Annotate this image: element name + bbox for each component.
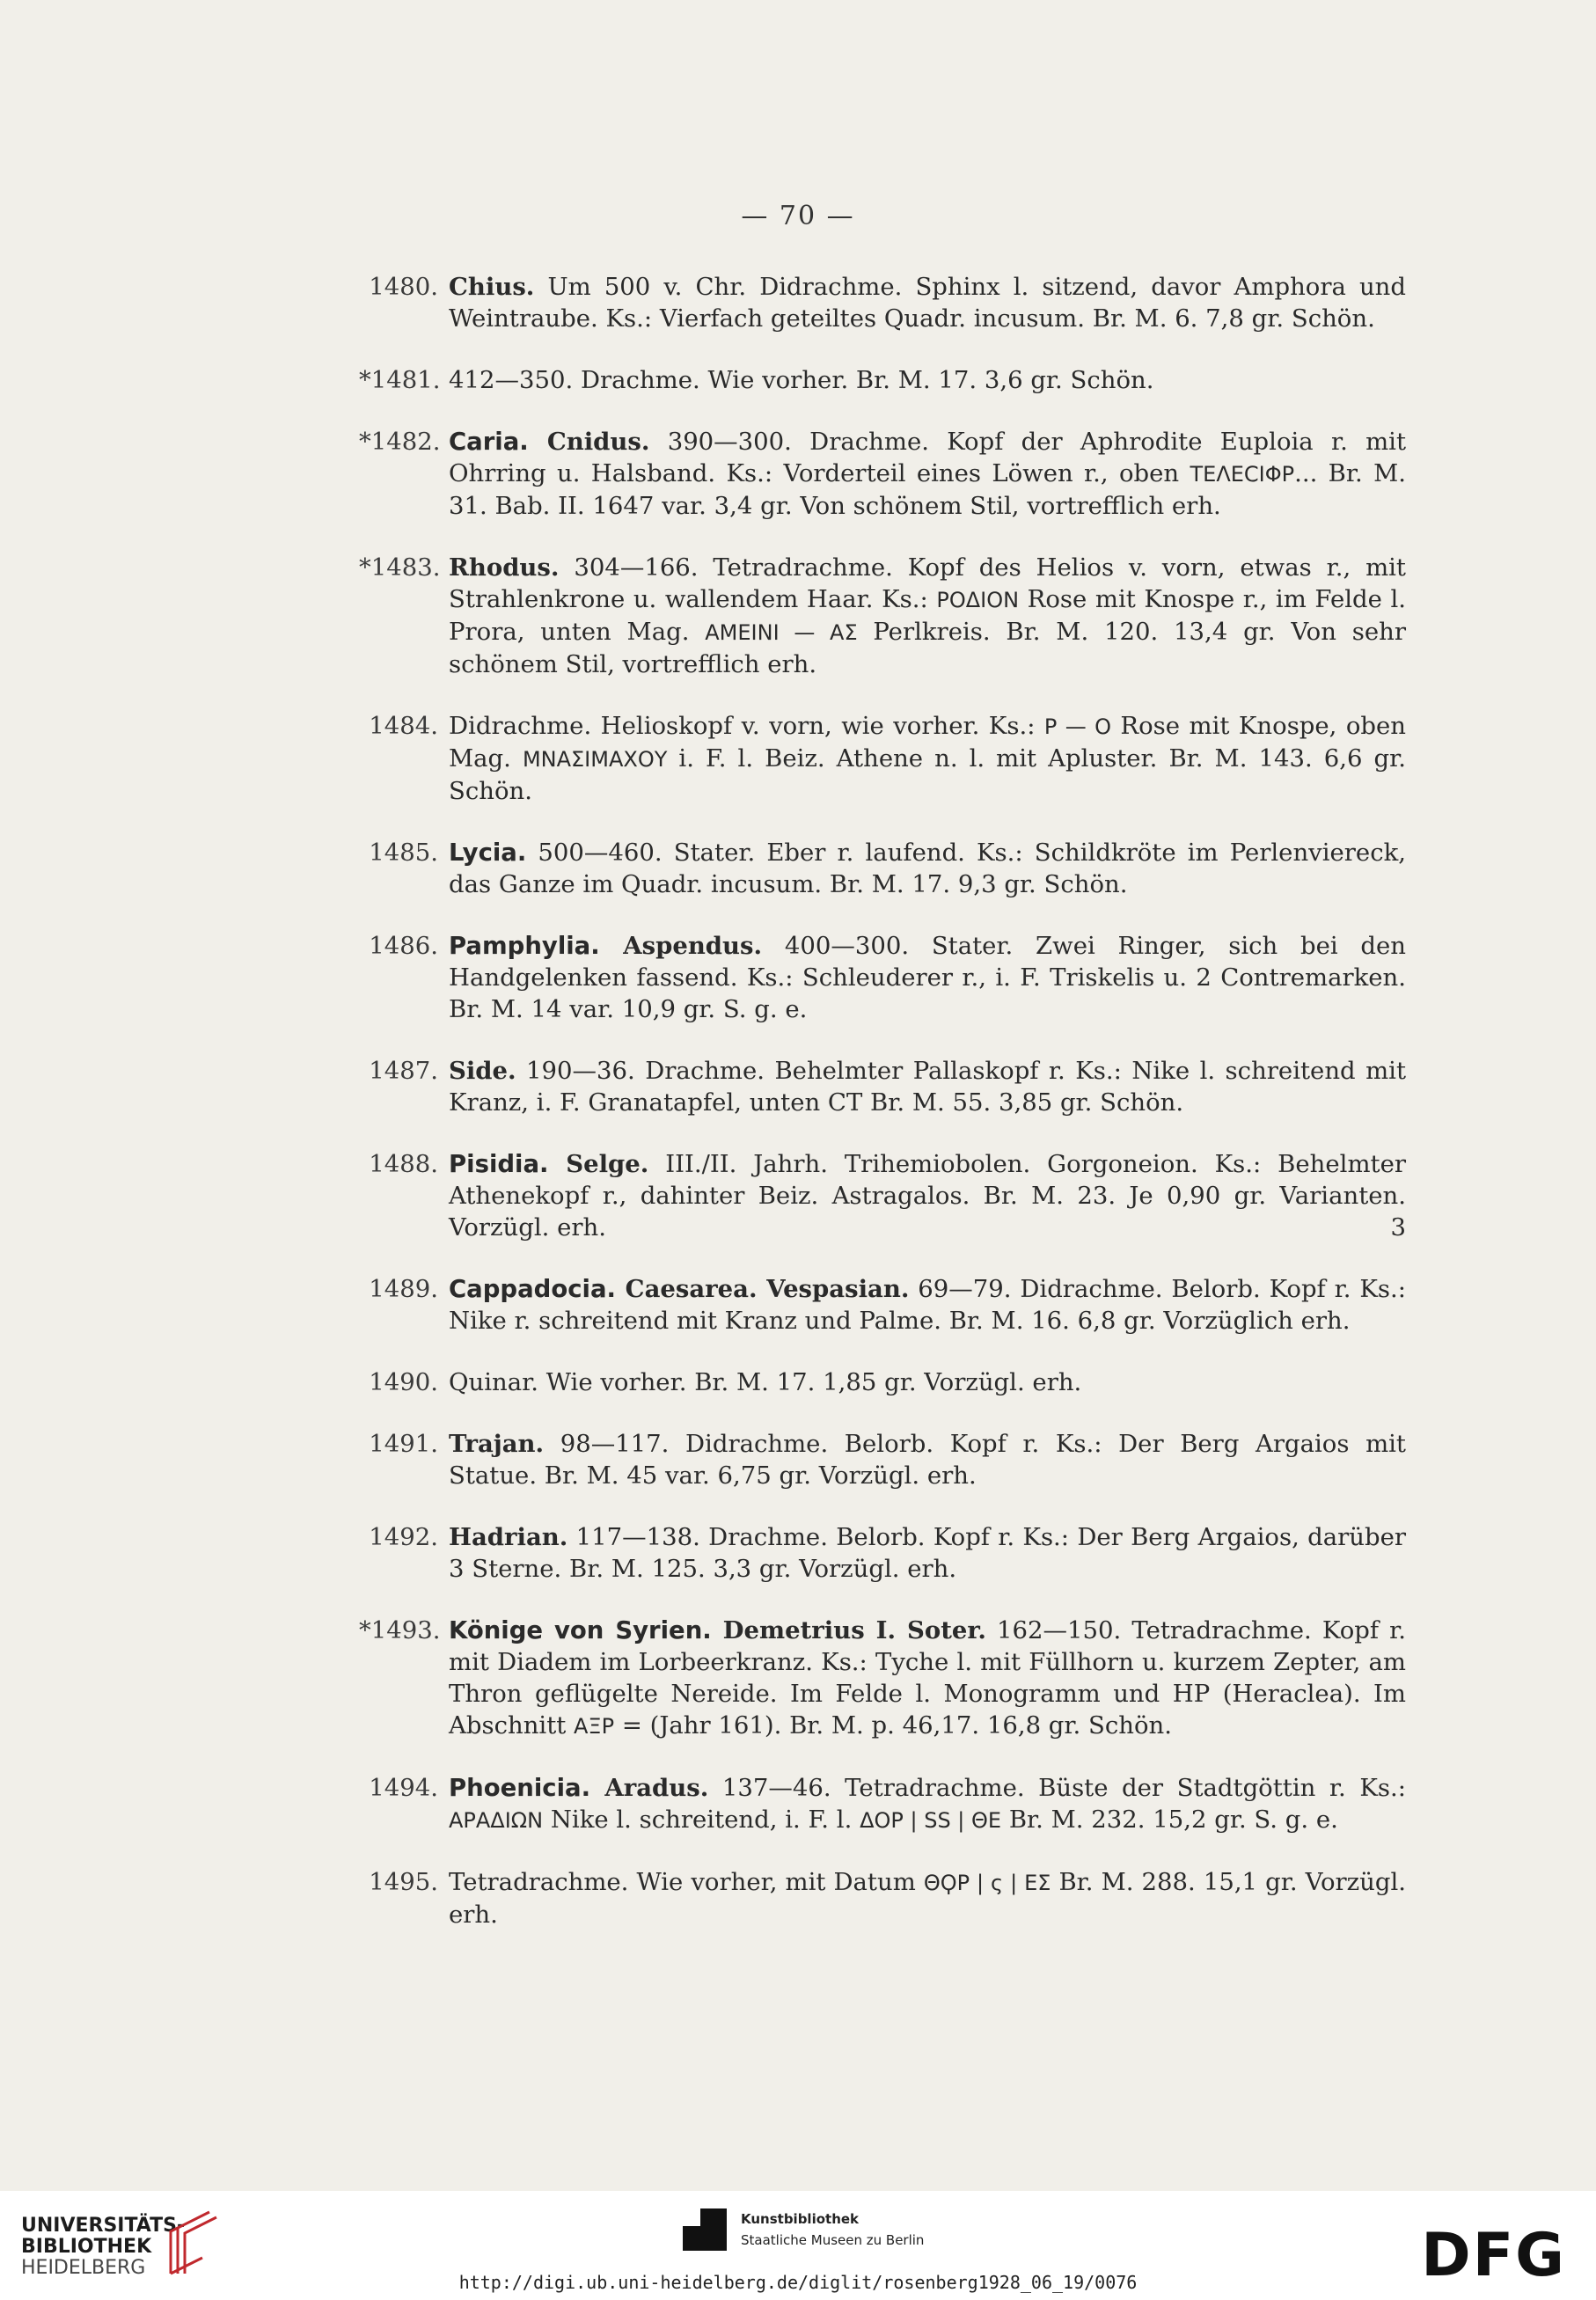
entry-text — [449, 1521, 1406, 1585]
entry-heading: Side. — [449, 1057, 516, 1085]
entry-description: Quinar. Wie vorher. Br. M. 17. 1,85 gr. Vorzügl. erh. — [449, 1368, 1082, 1396]
catalogue-entry — [359, 552, 1406, 680]
entry-heading: Caesarea. Vespasian. — [615, 1275, 910, 1303]
entry-description: III./II. Jahrh. Trihemiobolen. Gorgoneion. Ks.: Behelmter Athenekopf r., dahinter Beiz. Astragalos. Br. M. 23. Je 0,90 gr. Varianten. Vorzügl. erh. — [449, 1150, 1406, 1242]
entry-description: 98—117. Didrachme. Belorb. Kopf r. Ks.: Der Berg Argaios mit Statue. Br. M. 45 var. 6,75 gr. Vorzügl. erh. — [449, 1430, 1406, 1490]
entry-heading: Rhodus. — [449, 553, 560, 582]
entry-text — [449, 552, 1406, 680]
catalogue-entry — [359, 1615, 1406, 1742]
entry-heading: Chius. — [449, 273, 535, 301]
dfg-logo[interactable]: DFG — [1421, 2221, 1566, 2290]
ub-logo-line: HEIDELBERG — [21, 2257, 146, 2279]
greek-legend: ΔΟΡ | SS | ΘΕ — [860, 1808, 1002, 1833]
entry-description: Nike l. schreitend, i. F. l. — [543, 1806, 860, 1834]
entry-number: 1488. — [369, 1150, 438, 1178]
ub-logo-line: UNIVERSITÄTS- — [21, 2215, 186, 2237]
entry-text — [449, 837, 1406, 900]
page-url[interactable]: http://digi.ub.uni-heidelberg.de/diglit/rosenberg1928_06_19/0076 — [458, 2272, 1138, 2293]
entry-region: Könige von Syrien. — [449, 1616, 712, 1644]
entry-region: Cappadocia. — [449, 1275, 616, 1303]
entry-description: 400—300. Stater. Zwei Ringer, sich bei den Handgelenken fassend. Ks.: Schleuderer r., i. F. Triskelis u. 2 Contremarken. Br. M. 14 var. 10,9 gr. S. g. e. — [449, 932, 1407, 1023]
entry-heading: Cnidus. — [528, 428, 650, 456]
catalogue-entry — [359, 1366, 1406, 1398]
entry-heading: Aradus. — [590, 1774, 709, 1802]
greek-legend: ΘϘΡ | ς | ΕΣ — [923, 1871, 1051, 1895]
entry-text — [449, 710, 1406, 807]
greek-legend: ΑΞΡ — [574, 1714, 615, 1739]
catalogue-entry — [359, 837, 1406, 900]
catalogue-entries — [359, 271, 1406, 1960]
entry-text — [449, 426, 1406, 522]
catalogue-entry — [359, 710, 1406, 807]
entry-region: Lycia. — [449, 839, 527, 867]
catalogue-entry — [359, 1148, 1406, 1243]
catalogue-entry — [359, 1428, 1406, 1491]
entry-number: 1487. — [369, 1057, 438, 1085]
entry-description: Rose mit Knospe r., im Felde l. Prora, unten Mag. — [449, 585, 1407, 646]
entry-description: 500—460. Stater. Eber r. laufend. Ks.: Schildkröte im Perlenviereck, das Ganze im Quadr. incusum. Br. M. 17. 9,3 gr. Schön. — [449, 839, 1406, 898]
ub-heidelberg-mark-icon — [158, 2208, 222, 2277]
entry-description: 137—46. Tetradrachme. Büste der Stadtgöttin r. Ks.: — [708, 1774, 1406, 1802]
kunstbibliothek-label — [741, 2208, 924, 2251]
catalogue-entry — [359, 426, 1406, 522]
entry-text — [449, 364, 1406, 396]
entry-text — [449, 1866, 1406, 1930]
entry-number: *1481. — [359, 366, 441, 394]
entry-number: 1485. — [369, 839, 438, 867]
entry-number: 1489. — [369, 1275, 438, 1303]
catalogue-entry — [359, 1055, 1406, 1118]
catalogue-entry — [359, 1273, 1406, 1337]
entry-description: 117—138. Drachme. Belorb. Kopf r. Ks.: Der Berg Argaios, darüber 3 Sterne. Br. M. 125. 3,3 gr. Vorzügl. erh. — [449, 1523, 1406, 1583]
entry-region: Pamphylia. — [449, 932, 600, 960]
kunstbibliothek-subtitle: Staatliche Museen zu Berlin — [741, 2232, 925, 2248]
entry-number: 1492. — [369, 1523, 438, 1551]
greek-legend: ΜΝΑΣΙΜΑΧΟΥ — [522, 747, 668, 772]
catalogue-entry — [359, 930, 1406, 1025]
greek-legend: Ρ — Ο — [1043, 714, 1111, 739]
entry-text — [449, 1772, 1406, 1836]
entry-description: 412—350. Drachme. Wie vorher. Br. M. 17. 3,6 gr. Schön. — [449, 366, 1154, 394]
entry-number: 1486. — [369, 932, 438, 960]
greek-legend: ΡΟΔΙΟΝ — [936, 588, 1020, 612]
entry-heading: Trajan. — [449, 1430, 545, 1458]
greek-legend: ΑΡΑΔΙΩΝ — [449, 1808, 544, 1833]
entry-number: 1495. — [369, 1868, 438, 1896]
entry-description: 304—166. Tetradrachme. Kopf des Helios v. vorn, etwas r., mit Strahlenkrone u. wallendem Haar. Ks.: — [449, 553, 1406, 613]
greek-legend: ΑΜΕΙΝΙ — ΑΣ — [705, 620, 858, 645]
entry-number: *1493. — [359, 1616, 441, 1644]
viewer-footer — [0, 2191, 1596, 2300]
entry-quantity: 3 — [1390, 1213, 1406, 1242]
entry-heading: Selge. — [548, 1150, 649, 1178]
entry-heading: Demetrius I. Soter. — [711, 1616, 986, 1644]
entry-description: Rose mit Knospe, oben Mag. — [449, 712, 1407, 773]
catalogue-entry — [359, 364, 1406, 396]
entry-text — [449, 1273, 1406, 1337]
entry-description: Br. M. 288. 15,1 gr. Vorzügl. erh. — [449, 1868, 1407, 1929]
entry-description: Br. M. 232. 15,2 gr. S. g. e. — [1001, 1806, 1338, 1834]
entry-description: 190—36. Drachme. Behelmter Pallaskopf r. Ks.: Nike l. schreitend mit Kranz, i. F. Granatapfel, unten CT Br. M. 55. 3,85 gr. Schön. — [449, 1057, 1406, 1117]
entry-description: i. F. l. Beiz. Athene n. l. mit Apluster. Br. M. 143. 6,6 gr. Schön. — [449, 744, 1406, 805]
entry-number: 1480. — [369, 273, 438, 301]
entry-description: = (Jahr 161). Br. M. p. 46,17. 16,8 gr. Schön. — [614, 1711, 1172, 1740]
catalogue-entry — [359, 271, 1406, 334]
entry-number: 1484. — [369, 712, 438, 740]
entry-text — [449, 1366, 1406, 1398]
kunstbibliothek-name: Kunstbibliothek — [741, 2211, 860, 2227]
entry-region: Caria. — [449, 428, 529, 456]
entry-region: Phoenicia. — [449, 1774, 591, 1802]
catalogue-entry — [359, 1772, 1406, 1836]
entry-description: Um 500 v. Chr. Didrachme. Sphinx l. sitzend, davor Amphora und Weintraube. Ks.: Vierfach geteiltes Quadr. incusum. Br. M. 6. 7,8 gr. Schön. — [449, 273, 1406, 333]
entry-heading: Aspendus. — [599, 932, 763, 960]
entry-description: 162—150. Tetradrachme. Kopf r. mit Diadem im Lorbeerkranz. Ks.: Tyche l. mit Füllhorn u. kurzem Zepter, am Thron geflügelte Nereide. Im Felde l. Monogramm und HP (Heraclea). Im Abschnitt — [449, 1616, 1407, 1740]
entry-heading: Hadrian. — [449, 1523, 568, 1551]
entry-text — [449, 1055, 1406, 1118]
entry-description: Perlkreis. Br. M. 120. 13,4 gr. Von sehr schönem Stil, vortrefflich erh. — [449, 618, 1406, 678]
entry-description: 390—300. Drachme. Kopf der Aphrodite Euploia r. mit Ohrring u. Halsband. Ks.: Vorderteil eines Löwen r., oben — [449, 428, 1406, 487]
kunstbibliothek-logo-icon[interactable] — [677, 2203, 730, 2256]
entry-description: 69—79. Didrachme. Belorb. Kopf r. Ks.: Nike r. schreitend mit Kranz und Palme. Br. M. 16. 6,8 gr. Vorzüglich erh. — [449, 1275, 1406, 1335]
catalogue-entry — [359, 1866, 1406, 1930]
catalogue-entry — [359, 1521, 1406, 1585]
entry-text — [449, 271, 1406, 334]
entry-number: *1483. — [359, 553, 441, 582]
page-number: — 70 — — [741, 201, 855, 231]
entry-text — [449, 1428, 1406, 1491]
entry-region: Pisidia. — [449, 1150, 549, 1178]
entry-text — [449, 1615, 1406, 1742]
entry-description: Didrachme. Helioskopf v. vorn, wie vorher. Ks.: — [449, 712, 1044, 740]
entry-description: Tetradrachme. Wie vorher, mit Datum — [449, 1868, 924, 1896]
entry-text — [449, 1148, 1406, 1243]
entry-text — [449, 930, 1406, 1025]
entry-number: 1490. — [369, 1368, 438, 1396]
entry-number: 1494. — [369, 1774, 438, 1802]
entry-description: ... Br. M. 31. Bab. II. 1647 var. 3,4 gr. Von schönem Stil, vortrefflich erh. — [449, 459, 1407, 520]
ub-logo-line: BIBLIOTHEK — [21, 2236, 152, 2258]
greek-legend: ΤΕΛΕϹΙΦΡ — [1190, 462, 1295, 487]
entry-number: 1491. — [369, 1430, 438, 1458]
entry-number: *1482. — [359, 428, 441, 456]
